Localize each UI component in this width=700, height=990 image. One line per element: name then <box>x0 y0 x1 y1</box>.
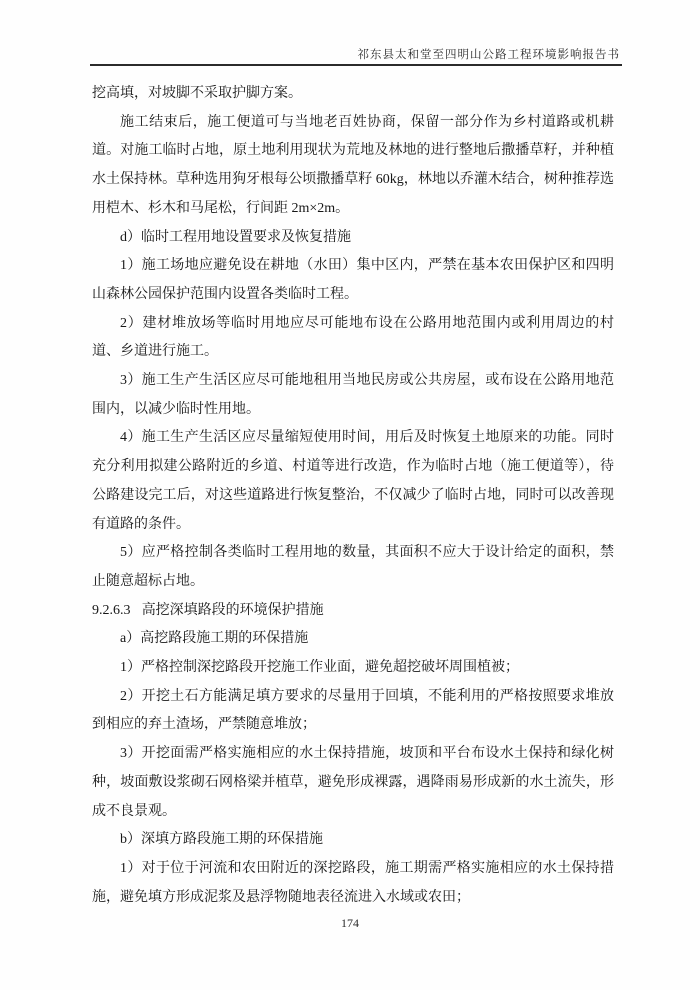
paragraph: 1）施工场地应避免设在耕地（水田）集中区内，严禁在基本农田保护区和四明山森林公园保护范围内设置各类临时工程。 <box>92 258 614 302</box>
page-number: 174 <box>341 916 359 930</box>
section-title: 高挖深填路段的环境保护措施 <box>141 602 324 618</box>
paragraph: 2）开挖土石方能满足填方要求的尽量用于回填，不能利用的严格按照要求堆放到相应的弃土渣场，严禁随意堆放； <box>92 688 614 733</box>
page-header-title: 祁东县太和堂至四明山公路工程环境影响报告书 <box>357 49 620 61</box>
paragraph: 挖高填，对坡脚不采取护脚方案。 <box>92 86 302 101</box>
paragraph: 3）施工生产生活区应尽可能地租用当地民房或公共房屋，或布设在公路用地范围内，以减少临时性用地。 <box>92 373 614 417</box>
paragraph: a）高挖路段施工期的环保措施 <box>120 631 309 647</box>
paragraph: 4）施工生产生活区应尽量缩短使用时间，用后及时恢复土地原来的功能。同时充分利用拟建公路附近的乡道、村道等进行改造，作为临时占地（施工便道等），待公路建设完工后，对这些道路进行恢复整治，不仅减少了临时占地，同时可以改善现有道路的条件。 <box>92 430 614 532</box>
paragraph: 1）对于位于河流和农田附近的深挖路段，施工期需严格实施相应的水土保持措施，避免填方形成泥浆及悬浮物随地表径流进入水域或农田； <box>92 860 614 905</box>
section-number: 9.2.6.3 <box>92 602 131 618</box>
paragraph: d）临时工程用地设置要求及恢复措施 <box>120 229 351 245</box>
paragraph: 5）应严格控制各类临时工程用地的数量，其面积不应大于设计给定的面积，禁止随意超标占地。 <box>92 545 614 589</box>
paragraph: b）深填方路段施工期的环保措施 <box>120 832 323 848</box>
paragraph: 2）建材堆放场等临时用地应尽可能地布设在公路用地范围内或利用周边的村道、乡道进行施工。 <box>92 315 614 360</box>
section-heading <box>92 597 614 626</box>
paragraph: 3）开挖面需严格实施相应的水土保持措施，坡顶和平台布设水土保持和绿化树种，坡面敷设浆砌石网格梁并植草，避免形成裸露，遇降雨易形成新的水土流失，形成不良景观。 <box>92 746 614 819</box>
paragraph: 1）严格控制深挖路段开挖施工作业面，避免超挖破坏周围植被； <box>120 660 519 676</box>
header-divider-line <box>90 64 622 66</box>
paragraph: 施工结束后，施工便道可与当地老百姓协商，保留一部分作为乡村道路或机耕道。对施工临时占地，原土地利用现状为荒地及林地的进行整地后撒播草籽，并种植水土保持林。草种选用狗牙根每公顷撒播草籽 60kg，林地以乔灌木结合，树种推荐选用桤木、杉木和马尾松，行间距 2m×2m。 <box>92 114 614 216</box>
document-body <box>92 80 614 912</box>
